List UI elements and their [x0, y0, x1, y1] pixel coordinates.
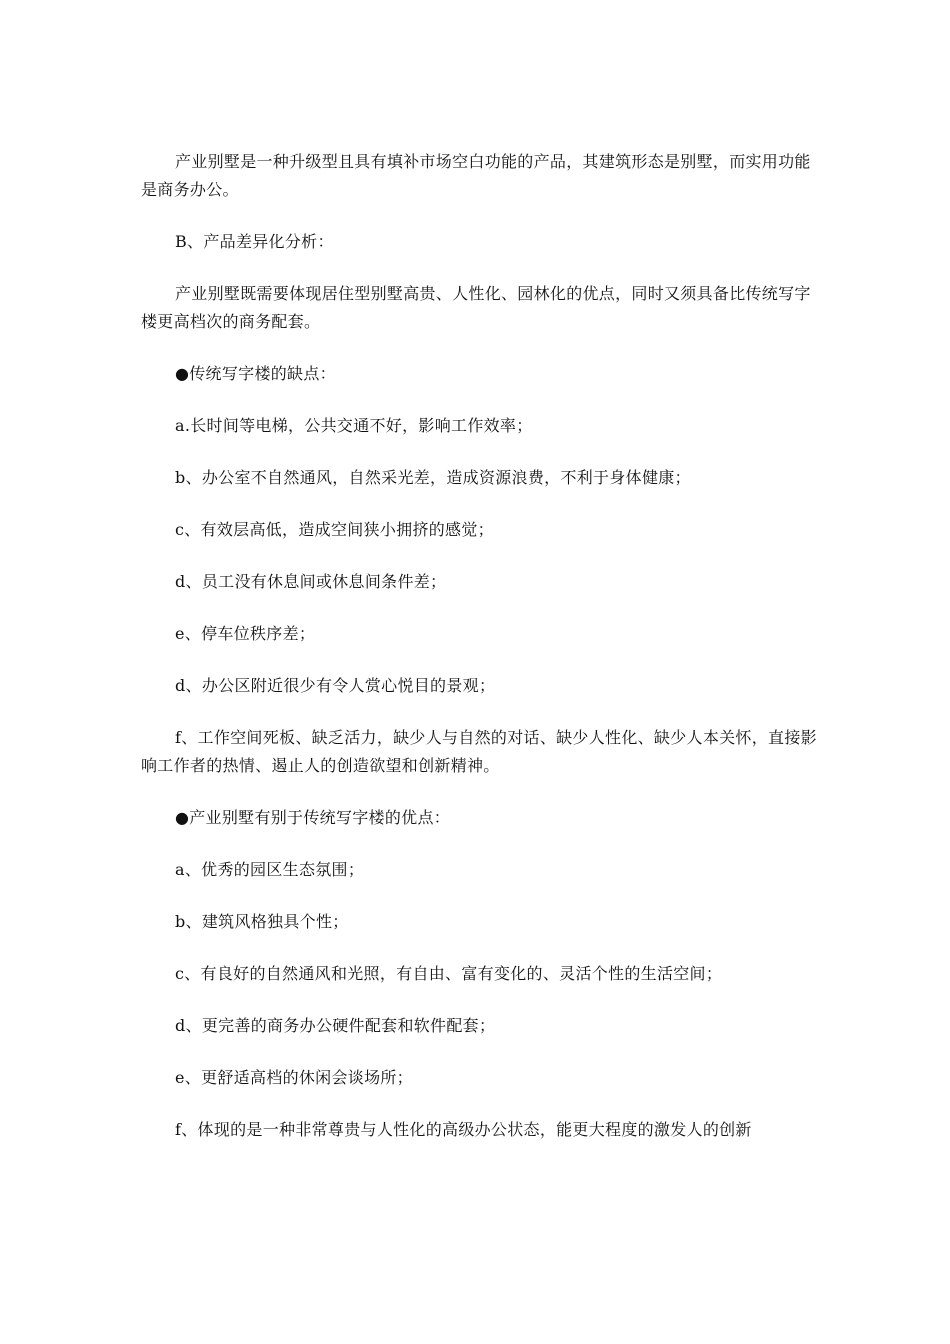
document-body: [141, 148, 817, 1144]
list-item: d、更完善的商务办公硬件配套和软件配套；: [175, 1016, 496, 1035]
bullet-heading-disadvantages: ●传统写字楼的缺点：: [175, 364, 336, 383]
section-heading-b: B、产品差异化分析：: [175, 232, 334, 251]
list-item: f、工作空间死板、缺乏活力，缺少人与自然的对话、缺少人性化、缺少人本关怀，直接影响工作者的热情、遏止人的创造欲望和创新精神。: [141, 728, 817, 775]
list-item: c、有良好的自然通风和光照，有自由、富有变化的、灵活个性的生活空间；: [175, 964, 723, 983]
list-item: d、办公区附近很少有令人赏心悦目的景观；: [175, 676, 496, 695]
list-item: e、更舒适高档的休闲会谈场所；: [175, 1068, 413, 1087]
paragraph-intro: 产业别墅是一种升级型且具有填补市场空白功能的产品，其建筑形态是别墅，而实用功能是商务办公。: [141, 152, 811, 199]
list-item: b、建筑风格独具个性；: [175, 912, 349, 931]
list-item: f、体现的是一种非常尊贵与人性化的高级办公状态，能更大程度的激发人的创新: [175, 1120, 752, 1139]
list-item: a、优秀的园区生态氛围；: [175, 860, 365, 879]
list-item: a.长时间等电梯，公共交通不好，影响工作效率；: [175, 416, 533, 435]
list-item: c、有效层高低，造成空间狭小拥挤的感觉；: [175, 520, 494, 539]
list-item: e、停车位秩序差；: [175, 624, 316, 643]
bullet-heading-advantages: ●产业别墅有别于传统写字楼的优点：: [175, 808, 451, 827]
paragraph-differentiation: 产业别墅既需要体现居住型别墅高贵、人性化、园林化的优点，同时又须具备比传统写字楼更高档次的商务配套。: [141, 284, 811, 331]
list-item: d、员工没有休息间或休息间条件差；: [175, 572, 447, 591]
list-item: b、办公室不自然通风，自然采光差，造成资源浪费，不利于身体健康；: [175, 468, 691, 487]
